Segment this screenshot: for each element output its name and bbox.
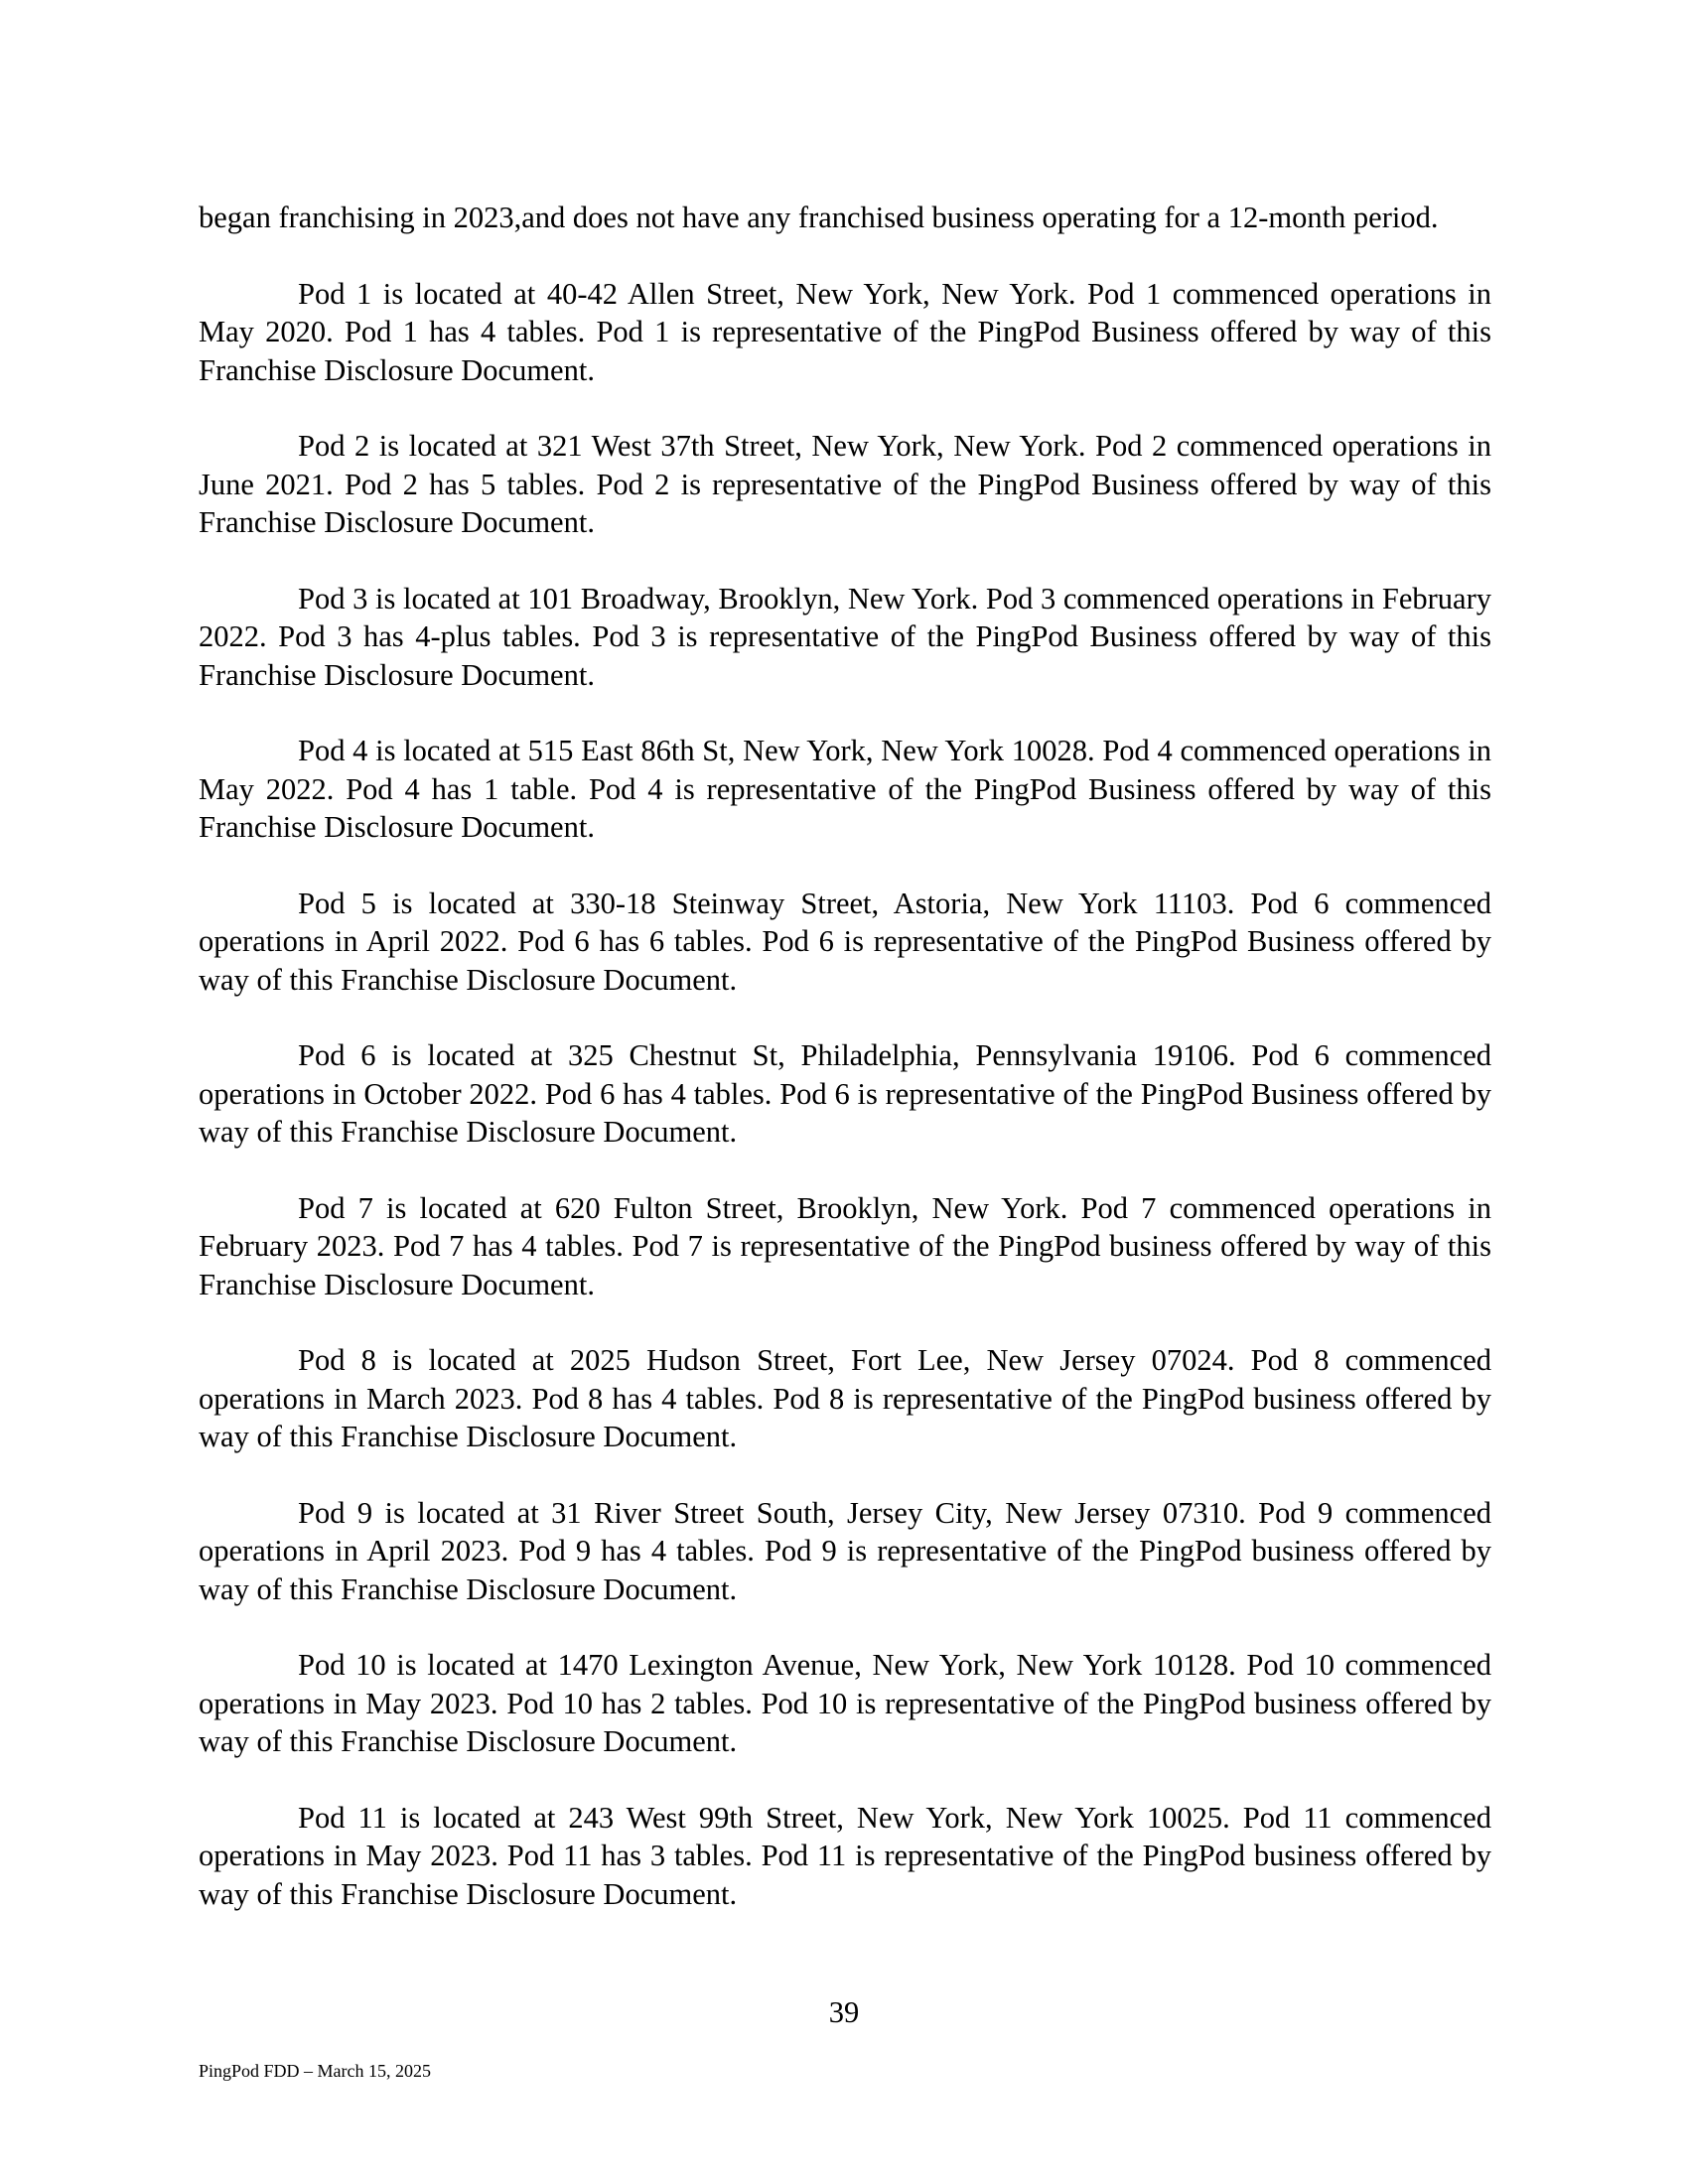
paragraph-continuation: began franchising in 2023,and does not have any franchised business operating for a 12-month period. xyxy=(199,201,1439,234)
document-footer: PingPod FDD – March 15, 2025 xyxy=(199,2061,432,2081)
paragraph-pod-4: Pod 4 is located at 515 East 86th St, New York, New York 10028. Pod 4 commenced operations in May 2022. Pod 4 has 1 table. Pod 4 is representative of the PingPod Business offered by way of this Franchise Disclosure Document. xyxy=(199,734,1491,844)
page-number: 39 xyxy=(828,1995,860,2029)
document-body xyxy=(199,199,1491,1951)
paragraph-pod-10: Pod 10 is located at 1470 Lexington Avenue, New York, New York 10128. Pod 10 commenced operations in May 2023. Pod 10 has 2 tables. Pod 10 is representative of the PingPod business offered by way of this Franchise Disclosure Document. xyxy=(199,1648,1491,1758)
paragraph-pod-8: Pod 8 is located at 2025 Hudson Street, Fort Lee, New Jersey 07024. Pod 8 commenced operations in March 2023. Pod 8 has 4 tables. Pod 8 is representative of the PingPod business offered by way of this Franchise Disclosure Document. xyxy=(199,1343,1491,1453)
paragraph-pod-6: Pod 6 is located at 325 Chestnut St, Philadelphia, Pennsylvania 19106. Pod 6 commenced operations in October 2022. Pod 6 has 4 tables. Pod 6 is representative of the PingPod Business offered by way of this Franchise Disclosure Document. xyxy=(199,1038,1491,1149)
paragraph-pod-2: Pod 2 is located at 321 West 37th Street, New York, New York. Pod 2 commenced operations in June 2021. Pod 2 has 5 tables. Pod 2 is representative of the PingPod Business offered by way of this Franchise Disclosure Document. xyxy=(199,429,1491,539)
paragraph-pod-9: Pod 9 is located at 31 River Street South, Jersey City, New Jersey 07310. Pod 9 commenced operations in April 2023. Pod 9 has 4 tables. Pod 9 is representative of the PingPod business offered by way of this Franchise Disclosure Document. xyxy=(199,1495,1491,1606)
paragraph-pod-3: Pod 3 is located at 101 Broadway, Brooklyn, New York. Pod 3 commenced operations in February 2022. Pod 3 has 4-plus tables. Pod 3 is representative of the PingPod Business offered by way of this Franchise Disclosure Document. xyxy=(199,581,1491,692)
paragraph-pod-1: Pod 1 is located at 40-42 Allen Street, New York, New York. Pod 1 commenced operations in May 2020. Pod 1 has 4 tables. Pod 1 is representative of the PingPod Business offered by way of this Franchise Disclosure Document. xyxy=(199,276,1491,387)
paragraph-pod-5: Pod 5 is located at 330-18 Steinway Street, Astoria, New York 11103. Pod 6 commenced operations in April 2022. Pod 6 has 6 tables. Pod 6 is representative of the PingPod Business offered by way of this Franchise Disclosure Document. xyxy=(199,886,1491,997)
paragraph-pod-11: Pod 11 is located at 243 West 99th Street, New York, New York 10025. Pod 11 commenced operations in May 2023. Pod 11 has 3 tables. Pod 11 is representative of the PingPod business offered by way of this Franchise Disclosure Document. xyxy=(199,1800,1491,1911)
paragraph-pod-7: Pod 7 is located at 620 Fulton Street, Brooklyn, New York. Pod 7 commenced operations in February 2023. Pod 7 has 4 tables. Pod 7 is representative of the PingPod business offered by way of this Franchise Disclosure Document. xyxy=(199,1190,1491,1301)
